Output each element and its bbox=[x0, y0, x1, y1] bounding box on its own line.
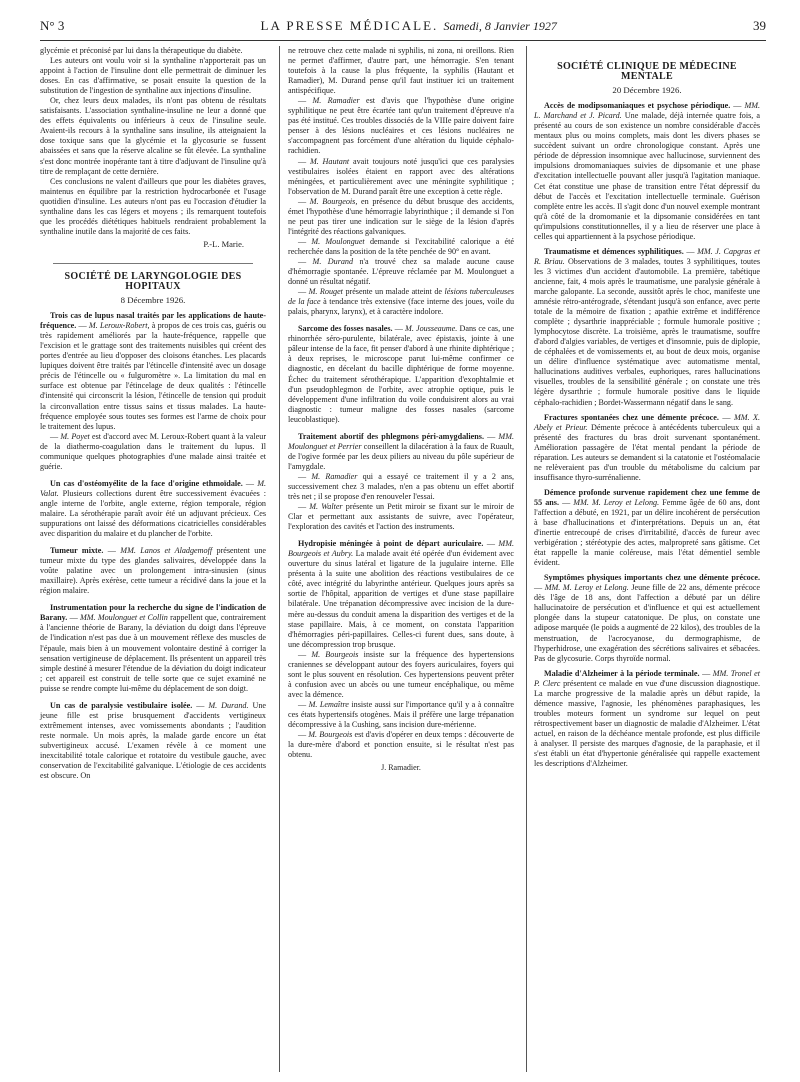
section-title: SOCIÉTÉ DE LARYNGOLOGIE DES HOPITAUX bbox=[53, 263, 253, 292]
article: Traitement abortif des phlegmons péri-amygdaliens. — MM. Moulonguet et Perrier conseillent la dilacération à la faux de Ruault, de l'ogive formée par les deux piliers au niveau du pôle supérieur de l'amygdale. bbox=[288, 431, 515, 471]
signature: J. Ramadier. bbox=[381, 763, 421, 773]
paragraph: glycémie et préconisé par lui dans la thérapeutique du diabète. bbox=[40, 46, 243, 55]
article-title: Tumeur mixte. bbox=[50, 546, 104, 556]
article-title: Instrumentation pour la recherche du signe de l'indication de Barany. bbox=[40, 603, 266, 623]
paragraph: Or, chez leurs deux malades, ils n'ont pas obtenu de résultats satisfaisants. L'association synthaline-insuline ne leur a donné que des effets équivalents ou inférieurs à ceux de l'insuline seule. Avaient-ils recours à la synthaline sans insuline, ils atteignaient la dose toxique sans que la glycémie et la glycosurie se fussent abaissées et sans que la réserve alcaline se fût élevée. La synthaline s'est donc montrée inopérante tant à titre d'adjuvant de l'insuline qu'à titre de remplaçant de cette dernière. bbox=[40, 96, 266, 176]
discussion-text: est d'avis d'opérer en deux temps : découverte de la dure-mère d'abord et ponction ensuite, si le résultat n'est pas obtenu. bbox=[288, 730, 515, 760]
article-author: M. Durand. bbox=[208, 700, 249, 710]
discussion-author: M. Hautant bbox=[309, 156, 350, 166]
discussion-text: est d'avis que l'hypothèse d'une origine syphilitique ne peut être écartée tant qu'un traitement d'épreuve n'a pas été institué. Ces troubles dissociés de la VIIIe paire doivent faire penser à des lésions nucléaires et ces lésions nucléaires ne s'accompagnent pas forcément d'une altération du liquide céphalo-rachidien. bbox=[288, 96, 515, 156]
discussion: — M. Lemaître insiste aussi sur l'importance qu'il y a à connaître ces états hypertensifs otogènes. Mais il préfère une large trépanation décompressive à la Cushing, sans incision dure-mérienne. bbox=[288, 699, 515, 730]
header-rule bbox=[40, 40, 766, 41]
article-title: Fractures spontanées chez une démente précoce. bbox=[544, 412, 719, 422]
article-author: MM. Bourgeois et Aubry. bbox=[288, 539, 514, 559]
article-text: Femme âgée de 60 ans, dont l'affection a débuté, en 1921, par un délire incohérent de persécution à base d'hallucinations et d'interprétations. Depuis un an, état d'inertie entrecoupé de crises d'irritabilité, d'accès de fureur avec verbigération ; stéréotypie des actes, malpropreté sans gâtisme. Cet état rappelle la manie coléreuse, mais l'état démentiel semble évident. bbox=[534, 497, 760, 568]
discussion-author: M. Bourgeois bbox=[308, 730, 353, 740]
article-title: Maladie d'Alzheimer à la période terminale. bbox=[544, 668, 700, 678]
article: Traumatisme et démences syphilitiques. — MM. J. Capgras et R. Briau. Observations de 3 malades, toutes 3 syphilitiques, toutes les 3 victimes d'un accident d'automobile. La première, tabétique ancienne, fait, 4 mois après le traumatisme, une paralysie générale à marche galopante. La seconde, aussitôt après le choc, manifeste une amnésie rétro-antérograde, s'étendant jusqu'à son enfance, avec perte totale de la mémoire de fixation ; apathie extrême et indifférence complète ; dysarthrie inappréciable ; formule humorale positive ; lymphocytose discrète. La troisième, après le traumatisme, souffre d'abord d'algies variables, de vertiges et d'insomnie, puis de diplopie, de céphalées et de vomissements et, au bout de deux mois, organise un délire d'influence systématique avec automatisme mental, hallucinations auditives verbales, euphoriques, rares hallucinations visuelles, troubles de la sensibilité générale ; on constate une très légère dysarthrie ; formule humorale positive dans le liquide céphalo-rachidien ; Bordet-Wassermann négatif dans le sang. bbox=[534, 246, 761, 407]
article-title: Un cas d'ostéomyélite de la face d'origine ethmoïdale. bbox=[50, 478, 243, 488]
article-title: Traumatisme et démences syphilitiques. bbox=[544, 246, 684, 256]
discussion-text: qui a essayé ce traitement il y a 2 ans, successivement chez 3 malades, n'en a pas obtenu un effet abortif très net ; il se propose d'en renouveler l'essai. bbox=[288, 471, 515, 502]
discussion-text: insiste aussi sur l'importance qu'il y a à connaître ces états hypertensifs otogènes. Mais il préfère une large trépanation décompressive à la Cushing, sans incision dure-mérienne. bbox=[288, 699, 515, 730]
discussion-text: demande si l'excitabilité calorique a été recherchée dans la position de la tête penchée de 90° en avant. bbox=[288, 236, 515, 256]
article-author: MM. Moulonguet et Collin bbox=[80, 613, 168, 623]
article: Démence profonde survenue rapidement chez une femme de 55 ans. — MM. M. Leroy et Lelong. Femme âgée de 60 ans, dont l'affection a débuté, en 1921, par un délire incohérent de persécution à base d'hallucinations et d'interprétations. Depuis un an, état d'inertie entrecoupé de crises d'irritabilité, d'accès de fureur avec verbigération ; stéréotypie des actes, malpropreté sans gâtisme. Cet état rappelle la manie coléreuse, mais l'état démentiel semble évident. bbox=[534, 487, 760, 568]
article: Fractures spontanées chez une démente précoce. — MM. X. Abely et Prieur. Démente précoce à antécédents tuberculeux qui a présenté des fractures du bras droit survenant spontanément. Amélioration passagère de l'état mental pendant la période de réparation. Les auteurs se demandent si la catatonie et l'ostéomalacie ne relèveraient pas d'un trouble du métabolisme du calcium par insuffisance thyro-surrénalienne. bbox=[534, 412, 760, 482]
article-author: MM. Moulonguet et Perrier bbox=[288, 431, 514, 451]
section-date: 8 Décembre 1926. bbox=[120, 295, 186, 306]
section-title: SOCIÉTÉ CLINIQUE DE MÉDECINE MENTALE bbox=[557, 61, 737, 83]
article: Un cas d'ostéomyélite de la face d'origine ethmoïdale. — M. Valat. Plusieurs collections durent être successivement évacuées : angle interne de l'orbite, angle externe, région temporale, région malaire. La sérothérapie paraît avoir été un adjuvant précieux. Ces suppurations ont laissé des déformations cicatricielles considérables avec disparition du malaire et du plancher de l'orbite. bbox=[40, 478, 267, 539]
signature: P.-L. Marie. bbox=[203, 238, 244, 249]
paragraph: Ces conclusions ne valent d'ailleurs que pour les diabètes graves, maintenus en équilibre par la restriction hydrocarbonée et l'usage quotidien d'insuline. Les auteurs n'ont pas eu l'occasion d'étudier la synthaline dans les cas légers et moyens ; ils remarquent toutefois que les procédés diététiques habituels rendraient probablement la synthaline inutile dans la majorité de ces faits. bbox=[40, 176, 266, 236]
article-author: M. Valat. bbox=[40, 478, 267, 498]
article: Tumeur mixte. — MM. Lanos et Aladgemoff présentent une tumeur mixte du type des glandes salivaires, développée dans la voûte palatine avec un prolongement intra-sinusien (sinus maxillaire). Après exérèse, cette tumeur a récidivé dans la joue et la région malaire. bbox=[40, 546, 267, 596]
discussion: — M. Rouget présente un malade atteint de lésions tuberculeuses de la face à tendance très extensive (face interne des joues, voile du palais, pharynx, larynx), et à caractère indolore. bbox=[288, 287, 515, 317]
running-header bbox=[40, 18, 766, 36]
discussion-author: M. Lemaître bbox=[308, 699, 349, 709]
discussion: — M. Bourgeois est d'avis d'opérer en deux temps : découverte de la dure-mère d'abord et ponction ensuite, si le résultat n'est pas obtenu. bbox=[288, 730, 515, 760]
discussion: — M. Walter présente un Petit miroir se fixant sur le miroir de Clar et permettant aux assistants de suivre, avec l'opérateur, l'exploration des cavités et l'action des instruments. bbox=[288, 502, 515, 532]
issue-date: Samedi, 8 Janvier 1927 bbox=[443, 19, 557, 33]
article-title: Accès de modipsomaniaques et psychose périodique. bbox=[544, 101, 731, 111]
discussion-text: à tendance très extensive (face interne des joues, voile du palais, pharynx, larynx), et à caractère indolore. bbox=[288, 297, 515, 317]
discussion-text: est d'accord avec M. Leroux-Robert quant à la valeur de la diathermo-coagulation dans le traitement du lupus. Il communique quelques photographies d'une malade ainsi traitée et guérie. bbox=[40, 431, 267, 471]
discussion: — M. Bourgeois, en présence du début brusque des accidents, émet l'hypothèse d'une hémorragie labyrinthique ; il demande si l'on ne peut pas tirer une indication sur le siège de la lésion d'après l'intégrité des réactions galvaniques. bbox=[288, 196, 515, 236]
journal-title-line bbox=[261, 18, 557, 34]
discussion: — M. Moulonguet demande si l'excitabilité calorique a été recherchée dans la position de la tête penchée de 90° en avant. bbox=[288, 236, 515, 256]
article: Accès de modipsomaniaques et psychose périodique. — MM. L. Marchand et J. Picard. Une malade, déjà internée quatre fois, a présenté au cours de son existence un nombre considérable d'accès mentaux plus ou moins complets, mais dont les divers phases se succèdent suivant un ordre chronologique constant. Après une période de dépression insomnique avec hallucinose, surviennent des impulsions dromomaniaques suivies de dipsomanie et une phase d'excitation intellectuelle pouvant aller jusqu'à l'agitation maniaque. Cet état constitue une phase de transition entre l'état dépressif du début de l'accès et l'excitation intellectuelle terminale. Guérison complète entre les accès. Il s'agit donc d'un nouvel exemple montrant qu'à côté de la dromomanie et la dipsomanie considérées en tant qu'impulsions constitutionnelles, il y a lieu de réserver une place à celles qui appartiennent à la psychose périodique. bbox=[534, 101, 761, 241]
article: Sarcome des fosses nasales. — M. Jousseaume. Dans ce cas, une rhinorrhée séro-purulente, bilatérale, avec épistaxis, jointe à une pâleur intense de la face, fit penser d'abord à une rhinite diphtérique ; à deux reprises, le microscope parut lui-même confirmer ce diagnostic, en décelant du bacille diphtérique de forme moyenne. Échec du traitement sérothérapique. L'apparition d'exophtalmie et d'un pseudophlegmon de l'orbite, avec atrophie optique, puis le développement d'une infiltration du voile conduisirent alors au vrai diagnostic : tumeur maligne des fosses nasales (sarcome leucoblastique). bbox=[288, 324, 515, 424]
article-author: MM. Lanos et Aladgemoff bbox=[120, 546, 213, 556]
discussion-author: M. Moulonguet bbox=[311, 236, 365, 246]
discussion-author: M. Ramadier bbox=[312, 96, 360, 106]
discussion-emphasis: lésions tuberculeuses de la face bbox=[288, 287, 514, 307]
discussion: — M. Poyet est d'accord avec M. Leroux-Robert quant à la valeur de la diathermo-coagulation dans le traitement du lupus. Il communique quelques photographies d'une malade ainsi traitée et guérie. bbox=[40, 431, 267, 471]
article-author: M. Leroux-Robert, bbox=[88, 321, 150, 331]
discussion: — M. Durand n'a trouvé chez sa malade aucune cause d'hémorragie spontanée. L'épreuve réclamée par M. Moulonguet a donné un résultat négatif. bbox=[288, 256, 514, 287]
page-number: 39 bbox=[752, 18, 766, 33]
discussion: — M. Ramadier qui a essayé ce traitement il y a 2 ans, successivement chez 3 malades, n'en a pas obtenu un effet abortif très net ; il se propose d'en renouveler l'essai. bbox=[288, 471, 515, 502]
article: Hydropisie méningée à point de départ auriculaire. — MM. Bourgeois et Aubry. La malade avait été opérée d'un évidement avec ouverture du sinus latéral et ligature de la jugulaire interne. Elle présenta à la suite une abolition des réactions vestibulaires de ce côté, avec intégrité du labyrinthe antérieur. Quelques jours après sa sortie de l'hôpital, apparition de vertiges et d'une stase papillaire bilatérale. Une trépanation décompressive avec incision de la dure-mère au-dessus du conduit amena la disparition des vertiges et de la stase papillaire. Mais, à ce moment, on constata l'apparition d'hémorragies péri-papillaires. Celles-ci furent dues, sans doute, à une décompression trop brusque. bbox=[288, 539, 514, 649]
article: Trois cas de lupus nasal traités par les applications de haute-fréquence. — M. Leroux-Robert, à propos de ces trois cas, guéris ou très rapidement améliorés par la haute-fréquence, rappelle que l'excision et le grattage sont des traitements nuisibles qui créent des portes d'entrée au lieu d'opposer des cloisons étanches. Les placards lupiques doivent être traités par l'étincelle d'intensité avec un dosage précis de l'étincelle ou « fulguromètre ». La limitation du mal en surface est obtenue par l'étincelage de deux qualités : l'étincelle d'intensité qui circonscrit la lésion, l'étincelle de tension qui produit la circonvallation entre tissus sains et tissus malades. La haute-fréquence employée sous toutes ses formes est l'arme de choix pour le traitement des lupus. bbox=[40, 311, 266, 431]
article-title: Un cas de paralysie vestibulaire isolée. bbox=[50, 700, 193, 710]
article-author: M. Jousseaume. bbox=[405, 324, 458, 334]
discussion: — M. Ramadier est d'avis que l'hypothèse d'une origine syphilitique ne peut être écartée tant qu'un traitement d'épreuve n'a pas été institué. Ces troubles dissociés de la VIIIe paire doivent faire penser à des lésions nucléaires et ces lésions nucléaires ne s'accompagnent pas forcément d'une altération du liquide céphalo-rachidien. bbox=[288, 96, 515, 156]
column-divider-2 bbox=[526, 46, 527, 1072]
article-title: Hydropisie méningée à point de départ auriculaire. bbox=[298, 539, 484, 549]
discussion-text: en présence du début brusque des accidents, émet l'hypothèse d'une hémorragie labyrinthique ; il demande si l'on ne peut pas tirer une indication sur le siège de la lésion d'après l'intégrité des réactions galvaniques. bbox=[288, 196, 515, 236]
article-title: Traitement abortif des phlegmons péri-amygdaliens. bbox=[298, 431, 484, 441]
article-text: Dans ce cas, une rhinorrhée séro-purulente, bilatérale, avec épistaxis, jointe à une pâleur intense de la face, fit penser d'abord à une rhinite diphtérique ; à deux reprises, le microscope parut lui-même confirmer ce diagnostic, en décelant du bacille diphtérique de forme moyenne. Échec du traitement sérothérapique. L'apparition d'exophtalmie et d'un pseudophlegmon de l'orbite, avec atrophie optique, puis le développement d'une infiltration du voile conduisirent alors au vrai diagnostic : tumeur maligne des fosses nasales (sarcome leucoblastique). bbox=[288, 324, 515, 424]
column-1 bbox=[40, 46, 266, 781]
article: Instrumentation pour la recherche du signe de l'indication de Barany. — MM. Moulonguet et Collin rappellent que, contrairement à l'ancienne théorie de Barany, la déviation du doigt dans l'épreuve de l'indication n'est pas due à un mouvement réflexe des muscles de l'épaule, mais bien à un mouvement volontaire destiné à corriger la sensation vertigineuse de déplacement. Ils présentent un appareil très simple destiné à mesurer l'étendue de la déviation du doigt indicateur ; cet appareil est construit de telle sorte que ce sujet examiné ne puisse se rendre compte lui-même du déplacement de son doigt. bbox=[40, 603, 267, 693]
article-author: MM. M. Leroy et Lelong. bbox=[573, 497, 660, 507]
discussion-author: M. Ramadier bbox=[311, 471, 358, 481]
article-text: rappellent que, contrairement à l'ancienne théorie de Barany, la déviation du doigt dans l'épreuve de l'indication n'est pas due à un mouvement réflexe des muscles de l'épaule, mais bien à un mouvement volontaire destiné à corriger la sensation vertigineuse de déplacement. Ils présentent un appareil très simple destiné à mesurer l'étendue de la déviation du doigt indicateur ; cet appareil est construit de telle sorte que ce sujet examiné ne puisse se rendre compte lui-même du déplacement de son doigt. bbox=[40, 613, 267, 693]
article-author: MM. M. Leroy et Lelong. bbox=[544, 583, 629, 593]
discussion-author: M. Poyet bbox=[60, 431, 90, 441]
article-author: MM. J. Capgras et R. Briau. bbox=[534, 246, 761, 266]
article-author: MM. X. Abely et Prieur. bbox=[534, 412, 760, 432]
column-divider-1 bbox=[279, 46, 280, 1072]
article: Maladie d'Alzheimer à la période terminale. — MM. Tronel et P. Clerc présentent ce malade en vue d'une discussion diagnostique. La marche progressive de la maladie après un début rapide, la démence massive, l'agnosie, les phénomènes paraphasiques, les troubles moteurs forment un syndrome sur lequel on peut rétrospectivement baser un diagnostic de maladie d'Alzheimer. L'état actuel, en raison de la déchéance mentale profonde, est plus difficile à analyser. Il persiste des marques d'agnosie, de la paraphasie, et il s'est établi un état d'hypertonie généralisée qui rappelle exactement les descriptions d'Alzheimer. bbox=[534, 668, 761, 769]
article-text: Plusieurs collections durent être successivement évacuées : angle interne de l'orbite, angle externe, région temporale, région malaire. La sérothérapie paraît avoir été un adjuvant précieux. Ces suppurations ont laissé des déformations cicatricielles considérables avec disparition du malaire et du plancher de l'orbite. bbox=[40, 488, 266, 539]
article-title: Sarcome des fosses nasales. bbox=[298, 324, 393, 334]
article: Symptômes physiques importants chez une démente précoce. — MM. M. Leroy et Lelong. Jeune fille de 22 ans, démente précoce dès l'âge de 18 ans, dont l'affection a débuté par un délire hallucinatoire de persécution et d'influence et qui est actuellement plongée dans la stupeur catatonique. De plus, on constate une adipose marquée (le poids a augmenté de 22 kilos), des troubles de la menstruation, de l'acrocyanose, du dermographisme, de l'hyperhidrose, une exagération des sécrétions salivaires et sébacées. Pas de glycosurie. Corps thyroïde normal. bbox=[534, 573, 761, 663]
discussion-author: M. Walter bbox=[309, 502, 343, 512]
discussion-text: présente un malade atteint de bbox=[345, 287, 443, 297]
article-title: Démence profonde survenue rapidement chez une femme de 55 ans. bbox=[534, 487, 760, 507]
discussion: — M. Hautant avait toujours noté jusqu'ici que ces paralysies vestibulaires isolées étaient en rapport avec des altérations méningées, et particulièrement avec une méningite syphilitique ; l'observation de M. Durand paraît être une exception à cette règle. bbox=[288, 156, 515, 196]
discussion-author: M. Bourgeois bbox=[311, 649, 359, 659]
discussion-author: M. Rouget bbox=[308, 287, 343, 297]
column-2 bbox=[288, 46, 514, 773]
article-text: Jeune fille de 22 ans, démente précoce dès l'âge de 18 ans, dont l'affection a débuté par un délire hallucinatoire de persécution et d'influence et qui est actuellement plongée dans la stupeur catatonique. De plus, on constate une adipose marquée (le poids a augmenté de 22 kilos), des troubles de la menstruation, de l'acrocyanose, du dermographisme, de l'hyperhidrose, une exagération des sécrétions salivaires et sébacées. Pas de glycosurie. Corps thyroïde normal. bbox=[534, 583, 761, 663]
article-text: Une jeune fille est prise brusquement d'accidents vertigineux extrêmement intenses, avec vomissements abondants ; l'audition reste normale. Un mois après, la malade garde encore un état subvertigineux accusé. L'examen révèle à ce moment une inexcitabilité totale calorique et rotatoire du vestibule gauche, avec conservation de l'excitabilité galvanique. L'étiologie de ces accidents est obscure. On bbox=[40, 700, 267, 781]
article-text: Observations de 3 malades, toutes 3 syphilitiques, toutes les 3 victimes d'un accident d'automobile. La première, tabétique ancienne, fait, 4 mois après le traumatisme, une paralysie générale à marche galopante. La seconde, aussitôt après le choc, manifeste une amnésie rétro-antérograde, s'étendant jusqu'à son enfance, avec perte totale de la mémoire de fixation ; apathie extrême et indifférence complète ; dysarthrie inappréciable ; formule humorale positive ; lymphocytose discrète. La troisième, après le traumatisme, souffre d'abord d'algies variables, de vertiges et d'insomnie, puis de diplopie, de céphalées et de vomissements et, au bout de deux mois, organise un délire d'influence systématique avec automatisme mental, hallucinations auditives verbales, euphoriques, rares hallucinations visuelles, troubles de la sensibilité générale ; on constate une très légère dysarthrie ; formule humorale positive dans le liquide céphalo-rachidien ; Bordet-Wassermann négatif dans le sang. bbox=[534, 256, 760, 407]
discussion-text: insiste sur la fréquence des hypertensions craniennes se développant autour des foyers auriculaires, foyers qui sont le plus souvent en résolution. Ces hypertensions peuvent prêter à confusion avec un abcès ou une tumeur encéphalique, ou même avec la démence. bbox=[288, 649, 515, 699]
article-text: à propos de ces trois cas, guéris ou très rapidement améliorés par la haute-fréquence, rappelle que l'excision et le grattage sont des traitements nuisibles qui créent des portes d'entrée au lieu d'opposer des cloisons étanches. Les placards lupiques doivent être traités par l'étincelle d'intensité avec un dosage précis de l'étincelle ou « fulguromètre ». La limitation du mal en surface est obtenue par l'étincelage de deux qualités : l'étincelle d'intensité qui circonscrit la lésion, l'étincelle de tension qui produit la circonvallation entre tissus sains et tissus malades. La haute-fréquence employée sous toutes ses formes est l'arme de choix pour le traitement des lupus. bbox=[40, 321, 266, 431]
article-text: Une malade, déjà internée quatre fois, a présenté au cours de son existence un nombre considérable d'accès mentaux plus ou moins complets, mais dont les divers phases se succèdent suivant un ordre chronologique constant. Après une période de dépression insomnique avec hallucinose, surviennent des impulsions dromomaniaques suivies de dipsomanie et une phase d'excitation intellectuelle pouvant aller jusqu'à l'agitation maniaque. Cet état constitue une phase de transition entre l'état dépressif du début de l'accès et l'excitation intellectuelle terminale. Guérison complète entre les accès. Il s'agit donc d'un nouvel exemple montrant qu'à côté de la dromomanie et la dipsomanie considérées en tant qu'impulsions constitutionnelles, il y a lieu de réserver une place à celles qui appartiennent à la psychose périodique. bbox=[534, 111, 760, 241]
discussion-text: avait toujours noté jusqu'ici que ces paralysies vestibulaires isolées étaient en rapport avec des altérations méningées, et particulièrement avec une méningite syphilitique ; l'observation de M. Durand paraît être une exception à cette règle. bbox=[288, 156, 515, 196]
discussion: — M. Bourgeois insiste sur la fréquence des hypertensions craniennes se développant autour des foyers auriculaires, foyers qui sont le plus souvent en résolution. Ces hypertensions peuvent prêter à confusion avec un abcès ou une tumeur encéphalique, ou même avec la démence. bbox=[288, 649, 515, 699]
journal-title: LA PRESSE MÉDICALE. bbox=[260, 18, 439, 33]
article-text: présentent ce malade en vue d'une discussion diagnostique. La marche progressive de la maladie après un début rapide, la démence massive, l'agnosie, les phénomènes paraphasiques, les troubles moteurs forment un syndrome sur lequel on peut rétrospectivement baser un diagnostic de maladie d'Alzheimer. L'état actuel, en raison de la déchéance mentale profonde, est plus difficile à analyser. Il persiste des marques d'agnosie, de la paraphasie, et il s'est établi un état d'hypertonie généralisée qui rappelle exactement les descriptions d'Alzheimer. bbox=[534, 678, 760, 769]
paragraph: Les auteurs ont voulu voir si la synthaline n'apporterait pas un appoint à l'action de l'insuline dont elle permettrait de diminuer les doses. En cas d'affirmative, se posait ensuite la question de la substitution de l'ingestion de synthaline aux injections d'insuline. bbox=[40, 56, 266, 96]
discussion-text: n'a trouvé chez sa malade aucune cause d'hémorragie spontanée. L'épreuve réclamée par M. Moulonguet a donné un résultat négatif. bbox=[288, 256, 514, 287]
paragraph: ne retrouve chez cette malade ni syphilis, ni zona, ni oreillons. Rien ne permet d'affirmer, d'autre part, une hémorragie. S'en tenant toutefois à la cause la plus fréquente, la syphilis (Hautant et Ramadier), M. Durand pense qu'il faut instituer ici un traitement antispécifique. bbox=[288, 46, 514, 96]
discussion-author: M. Bourgeois, bbox=[309, 196, 358, 206]
article-title: Trois cas de lupus nasal traités par les applications de haute-fréquence. bbox=[40, 311, 266, 331]
article-text: conseillent la dilacération à la faux de Ruault, de l'ogive formée par les deux piliers au niveau du pôle supérieur de l'amygdale. bbox=[288, 441, 515, 471]
article-author: MM. Tronel et P. Clerc bbox=[534, 668, 761, 688]
discussion-author: M. Durand bbox=[312, 256, 354, 266]
article-text: Démente précoce à antécédents tuberculeux qui a présenté des fractures du bras droit survenant spontanément. Amélioration passagère de l'état mental pendant la période de réparation. Les auteurs se demandent si la catatonie et l'ostéomalacie ne relèveraient pas d'un trouble du métabolisme du calcium par insuffisance thyro-surrénalienne. bbox=[534, 422, 760, 482]
issue-number: N° 3 bbox=[40, 18, 65, 33]
article-title: Symptômes physiques importants chez une démente précoce. bbox=[544, 573, 760, 583]
discussion-text: présente un Petit miroir se fixant sur le miroir de Clar et permettant aux assistants de suivre, avec l'opérateur, l'exploration des cavités et l'action des instruments. bbox=[288, 502, 515, 532]
article-author: MM. L. Marchand et J. Picard. bbox=[534, 101, 761, 121]
column-3 bbox=[534, 46, 760, 769]
article: Un cas de paralysie vestibulaire isolée. — M. Durand. Une jeune fille est prise brusquement d'accidents vertigineux extrêmement intenses, avec vomissements abondants ; l'audition reste normale. Un mois après, la malade garde encore un état subvertigineux accusé. L'examen révèle à ce moment une inexcitabilité totale calorique et rotatoire du vestibule gauche, avec conservation de l'excitabilité galvanique. L'étiologie de ces accidents est obscure. On bbox=[40, 700, 267, 781]
article-text: La malade avait été opérée d'un évidement avec ouverture du sinus latéral et ligature de la jugulaire interne. Elle présenta à la suite une abolition des réactions vestibulaires de ce côté, avec intégrité du labyrinthe antérieur. Quelques jours après sa sortie de l'hôpital, apparition de vertiges et d'une stase papillaire bilatérale. Une trépanation décompressive avec incision de la dure-mère au-dessus du conduit amena la disparition des vertiges et de la stase papillaire. Mais, à ce moment, on constata l'apparition d'hémorragies péri-papillaires. Celles-ci furent dues, sans doute, à une décompression trop brusque. bbox=[288, 549, 514, 649]
article-text: présentent une tumeur mixte du type des glandes salivaires, développée dans la voûte palatine avec un prolongement intra-sinusien (sinus maxillaire). Après exérèse, cette tumeur a récidivé dans la joue et la région malaire. bbox=[40, 546, 267, 596]
section-date: 20 Décembre 1926. bbox=[612, 85, 682, 96]
